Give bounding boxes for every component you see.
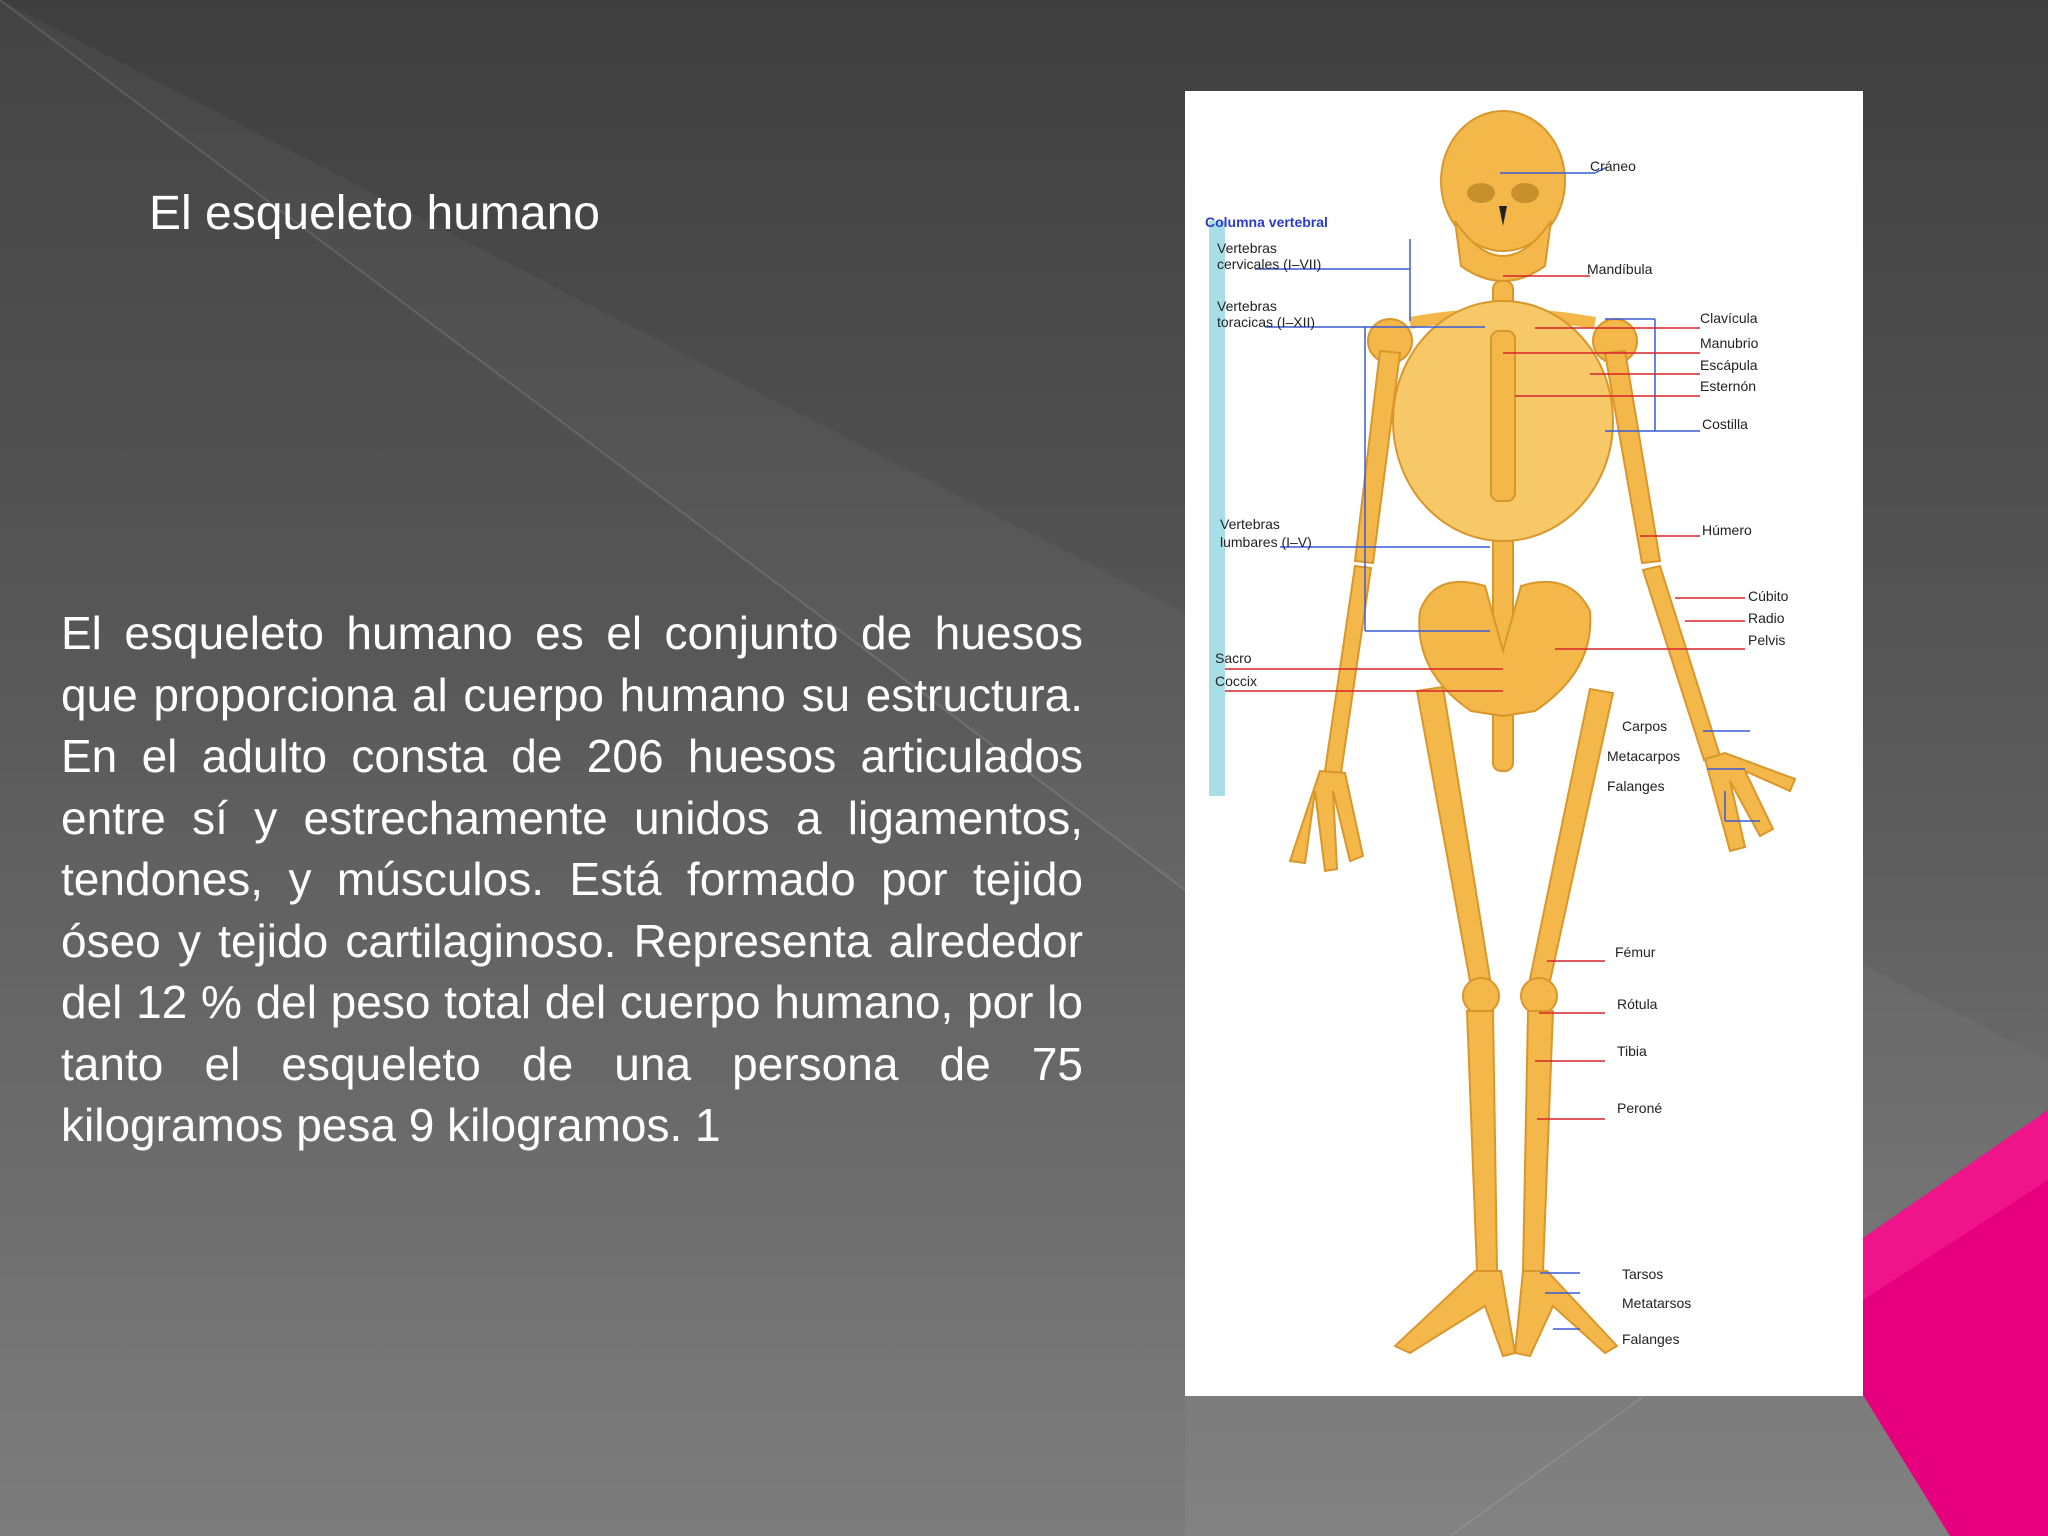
label-craneo: Cráneo <box>1590 158 1636 174</box>
label-perone: Peroné <box>1617 1100 1663 1116</box>
label-femur: Fémur <box>1615 944 1656 960</box>
label-falanges-pie: Falanges <box>1622 1331 1680 1347</box>
label-clavicula: Clavícula <box>1700 310 1758 326</box>
label-humero: Húmero <box>1702 522 1752 538</box>
label-sacro: Sacro <box>1215 650 1252 666</box>
label-escapula: Escápula <box>1700 357 1758 373</box>
label-toracicas-1: Vertebras <box>1217 298 1277 314</box>
label-tibia: Tibia <box>1617 1043 1647 1059</box>
label-lumbares-1: Vertebras <box>1220 516 1280 532</box>
label-cervicales-1: Vertebras <box>1217 240 1277 256</box>
label-falanges-mano: Falanges <box>1607 778 1665 794</box>
slide-body-text: El esqueleto humano es el conjunto de huesos que proporciona al cuerpo humano su estructura. En el adulto consta de 206 huesos articulados entre sí y estrechamente unidos a ligamentos, tendones, y músculos. Está formado por tejido óseo y tejido cartilaginoso. Representa alrededor del 12 % del peso total del cuerpo humano, por lo tanto el esqueleto de una persona de 75 kilogramos pesa 9 kilogramos. 1 <box>61 607 1083 1151</box>
label-mandibula: Mandíbula <box>1587 261 1653 277</box>
label-rotula: Rótula <box>1617 996 1658 1012</box>
label-cubito: Cúbito <box>1748 588 1789 604</box>
slide-title: El esqueleto humano <box>149 187 600 240</box>
label-lumbares-2: lumbares (I–V) <box>1220 534 1312 550</box>
label-tarsos: Tarsos <box>1622 1266 1664 1282</box>
label-cervicales-2: cervicales (I–VII) <box>1217 256 1322 272</box>
skeleton-illustration <box>1185 91 1863 1396</box>
label-metacarpos: Metacarpos <box>1607 748 1681 764</box>
label-carpos: Carpos <box>1622 718 1668 734</box>
label-costilla: Costilla <box>1702 416 1748 432</box>
label-radio: Radio <box>1748 610 1785 626</box>
label-metatarsos: Metatarsos <box>1622 1295 1692 1311</box>
label-coccix: Coccix <box>1215 673 1258 689</box>
label-toracicas-2: toracicas (I–XII) <box>1217 314 1316 330</box>
label-pelvis: Pelvis <box>1748 632 1786 648</box>
skeleton-diagram <box>1185 91 1863 1396</box>
label-columna-vertebral: Columna vertebral <box>1205 214 1328 230</box>
label-manubrio: Manubrio <box>1700 335 1759 351</box>
label-esternon: Esternón <box>1700 378 1757 394</box>
